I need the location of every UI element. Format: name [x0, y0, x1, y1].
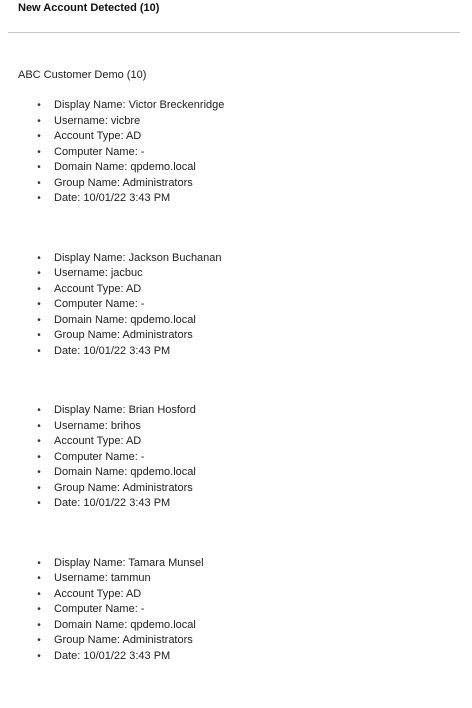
domain-name-text: Domain Name: qpdemo.local — [54, 618, 196, 631]
header-divider — [8, 32, 460, 33]
domain-name-text: Domain Name: qpdemo.local — [54, 161, 196, 173]
bullet-icon: • — [37, 314, 41, 326]
username-text: Username: jacbuc — [54, 267, 143, 279]
bullet-icon: • — [37, 100, 41, 111]
group-name-item — [37, 176, 472, 192]
group-name-item — [37, 328, 472, 344]
group-name-text: Group Name: Administrators — [54, 329, 193, 341]
display-name-item — [37, 556, 472, 572]
domain-name-text: Domain Name: qpdemo.local — [54, 466, 196, 478]
bullet-icon: • — [37, 146, 41, 158]
display-name-item — [37, 251, 472, 267]
display-name-text: Display Name: Jackson Buchanan — [54, 251, 222, 264]
computer-name-text: Computer Name: - — [54, 298, 145, 310]
report-title: New Account Detected (10) — [18, 2, 160, 14]
display-name-item — [37, 403, 472, 419]
account-type-text: Account Type: AD — [54, 282, 142, 295]
domain-name-item — [37, 465, 472, 481]
account-type-item — [37, 587, 472, 603]
bullet-icon: • — [37, 115, 41, 127]
bullet-icon: • — [37, 588, 41, 600]
domain-name-item — [37, 618, 472, 634]
date-text: Date: 10/01/22 3:43 PM — [54, 192, 171, 204]
date-text: Date: 10/01/22 3:43 PM — [54, 649, 171, 662]
date-item — [37, 191, 472, 207]
computer-name-text: Computer Name: - — [54, 145, 145, 158]
domain-name-text: Domain Name: qpdemo.local — [54, 313, 196, 326]
date-text: Date: 10/01/22 3:43 PM — [54, 344, 171, 357]
group-name-text: Group Name: Administrators — [54, 176, 193, 189]
bullet-icon: • — [37, 299, 41, 310]
group-name-item — [37, 481, 472, 497]
computer-name-item — [37, 602, 472, 618]
bullet-icon: • — [37, 573, 41, 584]
computer-name-item — [37, 145, 472, 161]
bullet-icon: • — [37, 467, 41, 478]
bullet-icon: • — [37, 283, 41, 295]
bullet-icon: • — [37, 420, 41, 432]
username-text: Username: tammun — [54, 572, 151, 584]
computer-name-text: Computer Name: - — [54, 450, 145, 463]
display-name-text: Display Name: Victor Breckenridge — [54, 99, 225, 111]
group-name-item — [37, 633, 472, 649]
bullet-icon: • — [37, 635, 41, 646]
username-item — [37, 571, 472, 587]
bullet-icon: • — [37, 162, 41, 173]
computer-name-text: Computer Name: - — [54, 603, 145, 615]
username-item — [37, 266, 472, 282]
account-type-text: Account Type: AD — [54, 587, 142, 600]
bullet-icon: • — [37, 451, 41, 463]
username-text: Username: vicbre — [54, 114, 141, 127]
display-name-text: Display Name: Brian Hosford — [54, 404, 196, 416]
domain-name-item — [37, 313, 472, 329]
bullet-icon: • — [37, 345, 41, 357]
bullet-icon: • — [37, 131, 41, 142]
account-entry — [0, 98, 472, 207]
computer-name-item — [37, 297, 472, 313]
account-type-item — [37, 434, 472, 450]
bullet-icon: • — [37, 604, 41, 615]
bullet-icon: • — [37, 482, 41, 494]
account-entry — [0, 403, 472, 512]
domain-name-item — [37, 160, 472, 176]
bullet-icon: • — [37, 177, 41, 189]
account-entries — [0, 98, 472, 708]
date-text: Date: 10/01/22 3:43 PM — [54, 497, 171, 509]
group-name-text: Group Name: Administrators — [54, 481, 193, 494]
bullet-icon: • — [37, 650, 41, 662]
bullet-icon: • — [37, 252, 41, 264]
bullet-icon: • — [37, 436, 41, 447]
date-item — [37, 649, 472, 665]
account-entry — [0, 556, 472, 665]
date-item — [37, 496, 472, 512]
bullet-icon: • — [37, 330, 41, 341]
bullet-icon: • — [37, 268, 41, 279]
group-name-text: Group Name: Administrators — [54, 634, 193, 646]
bullet-icon: • — [37, 405, 41, 416]
account-type-text: Account Type: AD — [54, 435, 142, 447]
display-name-text: Display Name: Tamara Munsel — [54, 556, 204, 569]
account-type-item — [37, 129, 472, 145]
username-item — [37, 419, 472, 435]
date-item — [37, 344, 472, 360]
bullet-icon: • — [37, 557, 41, 569]
username-text: Username: brihos — [54, 419, 141, 432]
customer-group-title: ABC Customer Demo (10) — [18, 69, 147, 81]
username-item — [37, 114, 472, 130]
account-type-text: Account Type: AD — [54, 130, 142, 142]
account-entry — [0, 251, 472, 360]
bullet-icon: • — [37, 193, 41, 204]
display-name-item — [37, 98, 472, 114]
bullet-icon: • — [37, 498, 41, 509]
account-type-item — [37, 282, 472, 298]
computer-name-item — [37, 450, 472, 466]
bullet-icon: • — [37, 619, 41, 631]
